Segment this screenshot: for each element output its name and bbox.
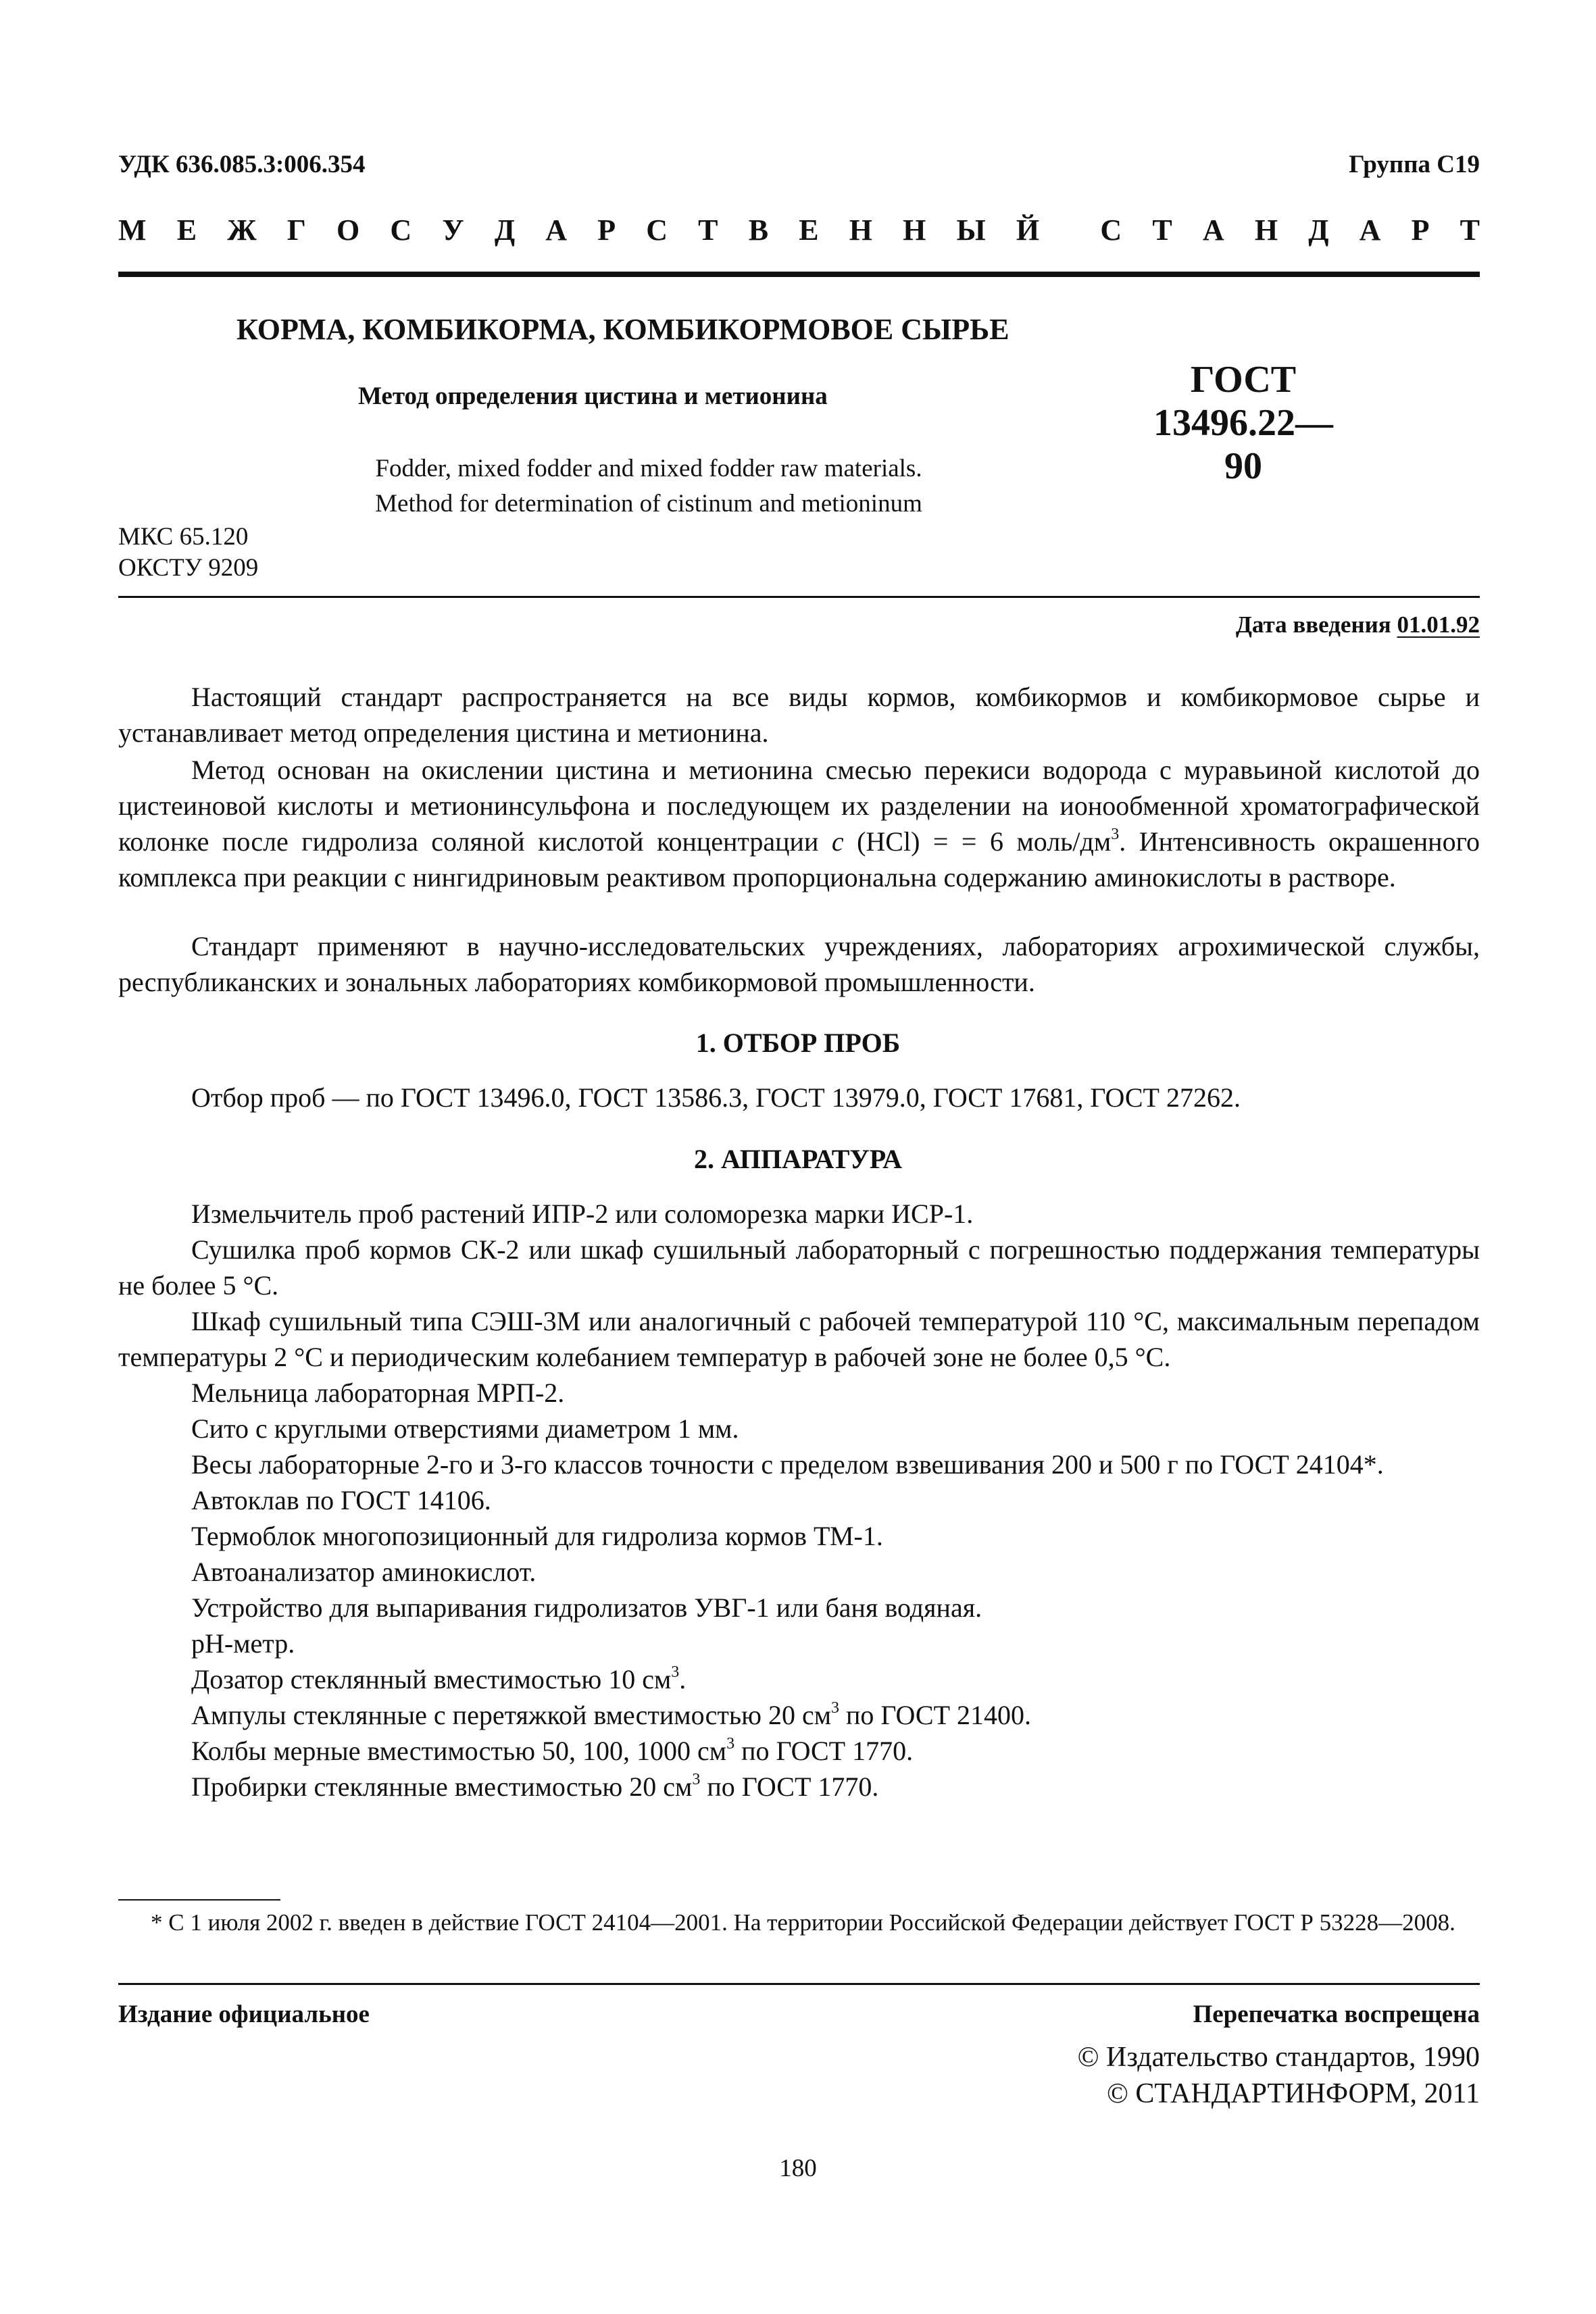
paragraph-method [118, 752, 1480, 895]
english-title [318, 451, 980, 522]
banner-letter: О [336, 213, 360, 247]
text: Колбы мерные вместимостью 50, 100, 1000 см [191, 1736, 727, 1766]
superscript: 3 [692, 1771, 701, 1789]
gost-label: ГОСТ [1190, 359, 1297, 401]
reprint-notice: Перепечатка воспрещена [1193, 2001, 1480, 2028]
apparatus-item: Сушилка проб кормов СК-2 или шкаф сушильный лабораторный с погрешностью поддержания температуры не более 5 °С. [118, 1234, 1480, 1301]
apparatus-item: Измельчитель проб растений ИПР-2 или соломорезка марки ИСР-1. [191, 1199, 974, 1229]
banner-letter: М [118, 213, 147, 247]
banner-letter: Е [799, 213, 819, 247]
banner-letter: А [1359, 213, 1381, 247]
banner-letter: С [1100, 213, 1122, 247]
banner-letter: Р [597, 213, 616, 247]
apparatus-item: Автоклав по ГОСТ 14106. [191, 1485, 491, 1515]
mks-code: МКС 65.120 [118, 523, 249, 551]
copyright-block [1078, 2039, 1480, 2112]
apparatus-item: Шкаф сушильный типа СЭШ-3М или аналогичный с рабочей температурой 110 °С, максимальным перепадом температуры 2 °С и периодическим колебанием температур в рабочей зоне не более 0,5 °С. [118, 1306, 1480, 1372]
paragraph-sampling: Отбор проб — по ГОСТ 13496.0, ГОСТ 13586.3, ГОСТ 13979.0, ГОСТ 17681, ГОСТ 27262. [191, 1082, 1241, 1113]
banner-letter: С [390, 213, 412, 247]
banner-letter: Н [903, 213, 926, 247]
superscript: 3 [831, 1699, 840, 1717]
apparatus-item: pH-метр. [191, 1628, 295, 1659]
variable-c: c [831, 826, 844, 857]
paragraph-scope: Настоящий стандарт распространяется на все виды кормов, комбикормов и комбикормовое сырье и устанавливает метод определения цистина и метионина. [118, 682, 1480, 748]
apparatus-item: Автоанализатор аминокислот. [191, 1557, 537, 1587]
text: Ампулы стеклянные с перетяжкой вместимостью 20 см [191, 1700, 832, 1730]
banner-letter: Н [1254, 213, 1278, 247]
section-heading-apparatus: 2. АППАРАТУРА [694, 1144, 902, 1174]
apparatus-list [118, 1196, 1480, 1805]
banner-letter: Е [176, 213, 197, 247]
group-code: Группа С19 [1349, 151, 1480, 178]
banner-letter: Й [1016, 213, 1040, 247]
document-subtitle: Метод определения цистина и метионина [358, 382, 828, 410]
apparatus-item [118, 1697, 1480, 1733]
interstate-standard-banner [118, 213, 1480, 247]
footnote-rule [118, 1899, 280, 1901]
banner-letter: У [442, 213, 464, 247]
banner-letter: Д [494, 213, 516, 247]
banner-letter: Ж [227, 213, 257, 247]
apparatus-item [118, 1661, 1480, 1697]
introduction-date-label: Дата введения [1235, 611, 1391, 638]
introduction-date [1236, 611, 1480, 638]
banner-letter: Р [1411, 213, 1430, 247]
document-title: КОРМА, КОМБИКОРМА, КОМБИКОРМОВОЕ СЫРЬЕ [236, 313, 1009, 346]
english-title-line: Method for determination of cistinum and metioninum [375, 490, 922, 518]
apparatus-item [118, 1733, 1480, 1769]
english-title-line: Fodder, mixed fodder and mixed fodder raw materials. [375, 455, 922, 482]
copyright-line: © Издательство стандартов, 1990 [1077, 2042, 1480, 2073]
text: по ГОСТ 1770. [700, 1771, 879, 1802]
apparatus-item: Весы лабораторные 2-го и 3-го классов точности с пределом взвешивания 200 и 500 г по ГОСТ 24104*. [191, 1449, 1384, 1480]
banner-letter: Т [1152, 213, 1172, 247]
gost-code: 13496.22—90 [1153, 402, 1333, 487]
footnote: * С 1 июля 2002 г. введен в действие ГОСТ 24104—2001. На территории Российской Федерации действует ГОСТ Р 53228—2008. [151, 1909, 1455, 1936]
text: (HCl) = = 6 моль/дм [843, 826, 1112, 857]
footer-rule [118, 1983, 1480, 1985]
title-rule [118, 596, 1480, 598]
text: Дозатор стеклянный вместимостью 10 см [191, 1664, 672, 1694]
banner-letter: Т [698, 213, 718, 247]
text: . [679, 1664, 687, 1694]
text: . Интенсивность окрашенного комплекса при реакции с нингидриновым реактивом пропорциональна содержанию аминокислоты в растворе. [118, 826, 1480, 892]
text: по ГОСТ 1770. [734, 1736, 914, 1766]
introduction-date-value: 01.01.92 [1397, 611, 1480, 638]
apparatus-item: Мельница лабораторная МРП-2. [191, 1378, 565, 1408]
paragraph-application: Стандарт применяют в научно-исследовательских учреждениях, лабораториях агрохимической службы, республиканских и зональных лабораториях комбикормовой промышленности. [118, 931, 1480, 997]
okstu-code: ОКСТУ 9209 [118, 554, 259, 582]
apparatus-item: Сито с круглыми отверстиями диаметром 1 мм. [191, 1413, 739, 1444]
gost-number [1135, 358, 1351, 488]
udk-code: УДК 636.085.3:006.354 [118, 151, 366, 178]
text: Метод основан на окислении цистина и метионина смесью перекиси водорода с муравьиной кислотой до цистеиновой кислоты и метионинсульфона и последующем их разделении на ионообменной хроматографической колонке после гидролиза соляной кислотой концентрации [118, 755, 1480, 857]
section-heading-sampling: 1. ОТБОР ПРОБ [695, 1028, 901, 1058]
banner-letter: Ы [956, 213, 986, 247]
edition-label: Издание официальное [118, 2001, 370, 2028]
superscript: 3 [726, 1735, 735, 1753]
text: Пробирки стеклянные вместимостью 20 см [191, 1771, 693, 1802]
banner-letter: А [545, 213, 568, 247]
superscript: 3 [671, 1663, 680, 1682]
apparatus-item [118, 1769, 1480, 1805]
banner-letter: Н [849, 213, 872, 247]
banner-letter: Д [1308, 213, 1329, 247]
classification-codes [118, 522, 258, 584]
banner-letter: Г [286, 213, 306, 247]
superscript: 3 [1111, 826, 1120, 844]
banner-letter: С [646, 213, 668, 247]
banner-letter: А [1202, 213, 1224, 247]
header-rule [118, 272, 1480, 277]
banner-letter: В [748, 213, 769, 247]
text: по ГОСТ 21400. [839, 1700, 1032, 1730]
apparatus-item: Устройство для выпаривания гидролизатов УВГ-1 или баня водяная. [191, 1592, 982, 1623]
page-number: 180 [779, 2155, 817, 2182]
banner-letter: Т [1460, 213, 1480, 247]
apparatus-item: Термоблок многопозиционный для гидролиза кормов ТМ-1. [191, 1521, 883, 1551]
copyright-line: © СТАНДАРТИНФОРМ, 2011 [1107, 2078, 1480, 2109]
